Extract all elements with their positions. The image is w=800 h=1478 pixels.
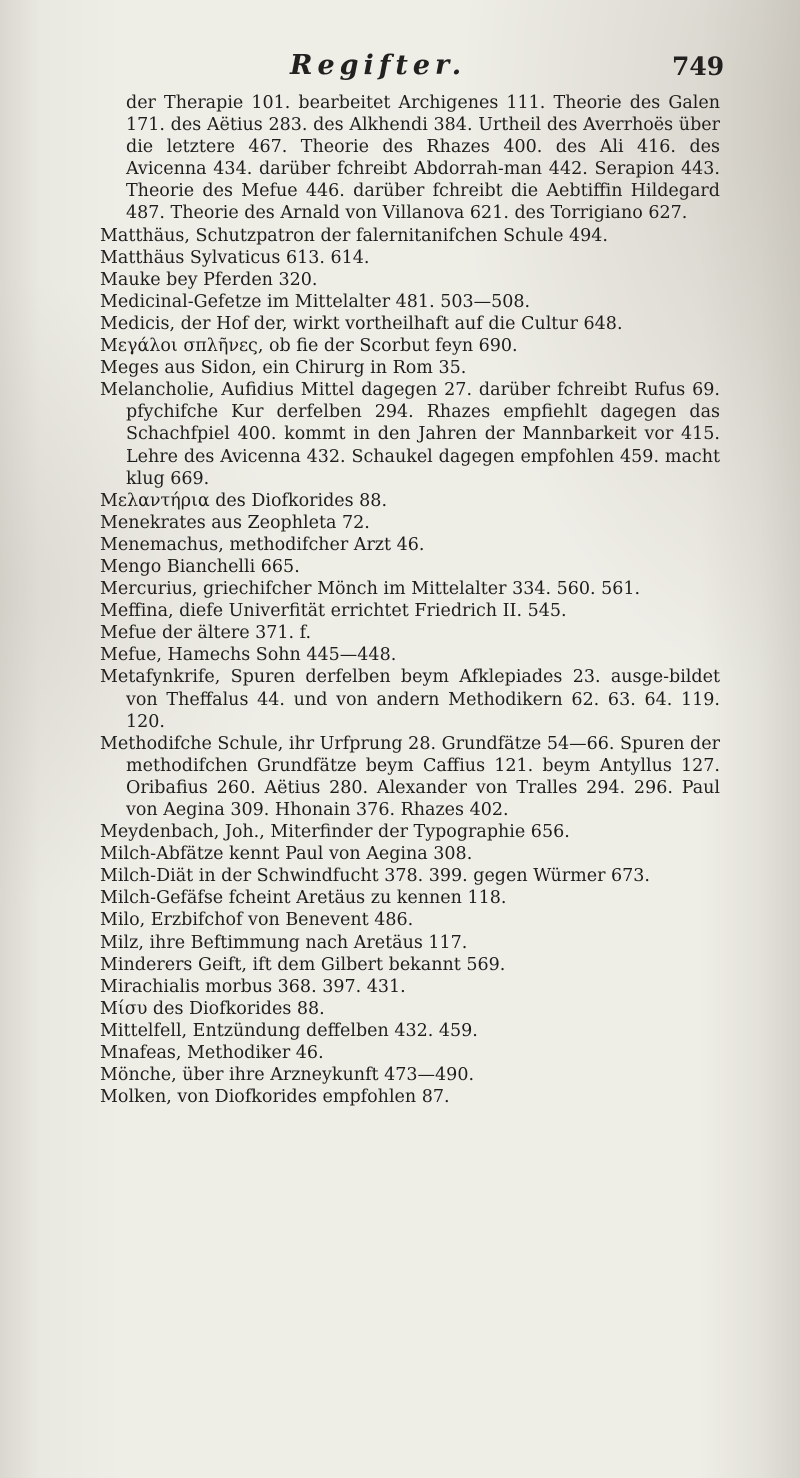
index-entry: Milo, Erzbifchof von Benevent 486. bbox=[100, 910, 414, 931]
index-entry: Meges aus Sidon, ein Chirurg in Rom 35. bbox=[100, 358, 467, 379]
index-entry: Mengo Bianchelli 665. bbox=[100, 556, 300, 577]
index-entry: Mefue der ältere 371. f. bbox=[100, 623, 312, 644]
index-text bbox=[100, 92, 720, 1108]
index-entry: Meydenbach, Joh., Miterfinder der Typographie 656. bbox=[100, 822, 570, 843]
index-entry: Medicinal-Gefetze im Mittelalter 481. 503—508. bbox=[100, 291, 531, 312]
index-entry: Matthäus, Schutzpatron der falernitanifchen Schule 494. bbox=[100, 225, 608, 246]
index-entry: Matthäus Sylvaticus 613. 614. bbox=[100, 247, 370, 268]
index-entry: Mnafeas, Methodiker 46. bbox=[100, 1043, 324, 1064]
index-entry: Mefue, Hamechs Sohn 445—448. bbox=[100, 645, 397, 666]
running-title: Regifter. bbox=[290, 50, 467, 81]
page-number: 749 bbox=[672, 52, 725, 81]
index-entry: Milz, ihre Beftimmung nach Aretäus 117. bbox=[100, 932, 468, 953]
index-entry: Mirachialis morbus 368. 397. 431. bbox=[100, 976, 406, 997]
index-entry: Minderers Geift, ift dem Gilbert bekannt 569. bbox=[100, 954, 506, 975]
index-entry: Mittelfell, Entzündung deffelben 432. 459. bbox=[100, 1020, 478, 1041]
index-entry: Μελαντήρια des Diofkorides 88. bbox=[100, 490, 388, 511]
index-entry: Molken, von Diofkorides empfohlen 87. bbox=[100, 1087, 450, 1108]
index-entry: Meffina, diefe Univerfität errichtet Friedrich II. 545. bbox=[100, 601, 567, 622]
index-entry: Milch-Diät in der Schwindfucht 378. 399. gegen Würmer 673. bbox=[100, 866, 650, 887]
index-entry: Metafynkrife, Spuren derfelben beym Afklepiades 23. ausge-bildet von Theffalus 44. und von andern Methodikern 62. 63. 64. 119. 120. bbox=[100, 667, 720, 732]
index-entry: Mönche, über ihre Arzneykunft 473—490. bbox=[100, 1065, 475, 1086]
index-entry: Melancholie, Aufidius Mittel dagegen 27. darüber fchreibt Rufus 69. pfychifche Kur derfelben 294. Rhazes empfiehlt dagegen das Schachfpiel 400. kommt in den Jahren der Mannbarkeit vor 415. Lehre des Avicenna 432. Schaukel dagegen empfohlen 459. macht klug 669. bbox=[100, 380, 720, 489]
index-entry: Μίσυ des Diofkorides 88. bbox=[100, 998, 325, 1019]
index-entry-continued: der Therapie 101. bearbeitet Archigenes 111. Theorie des Galen 171. des Aëtius 283. des Alkhendi 384. Urtheil des Averrhoës über die letztere 467. Theorie des Rhazes 400. des Ali 416. des Avicenna 434. darüber fchreibt Abdorrah-man 442. Serapion 443. Theorie des Mefue 446. darüber fchreibt die Aebtiffin Hildegard 487. Theorie des Arnald von Villanova 621. des Torrigiano 627. bbox=[126, 93, 720, 224]
index-entry: Methodifche Schule, ihr Urfprung 28. Grundfätze 54—66. Spuren der methodifchen Grundfätze beym Caffius 121. beym Antyllus 127. Oribafius 260. Aëtius 280. Alexander von Tralles 294. 296. Paul von Aegina 309. Hhonain 376. Rhazes 402. bbox=[100, 733, 720, 820]
index-entry: Menemachus, methodifcher Arzt 46. bbox=[100, 534, 425, 555]
index-entry: Medicis, der Hof der, wirkt vortheilhaft auf die Cultur 648. bbox=[100, 313, 623, 334]
index-entry: Mauke bey Pferden 320. bbox=[100, 269, 318, 290]
index-entry: Mercurius, griechifcher Mönch im Mittelalter 334. 560. 561. bbox=[100, 579, 641, 600]
index-entry: Menekrates aus Zeophleta 72. bbox=[100, 512, 370, 533]
index-entry: Milch-Gefäfse fcheint Aretäus zu kennen 118. bbox=[100, 888, 507, 909]
index-entry: Milch-Abfätze kennt Paul von Aegina 308. bbox=[100, 844, 473, 865]
page-header bbox=[0, 50, 800, 90]
index-entry: Μεγάλοι σπλῆνες, ob fie der Scorbut feyn 690. bbox=[100, 336, 518, 357]
